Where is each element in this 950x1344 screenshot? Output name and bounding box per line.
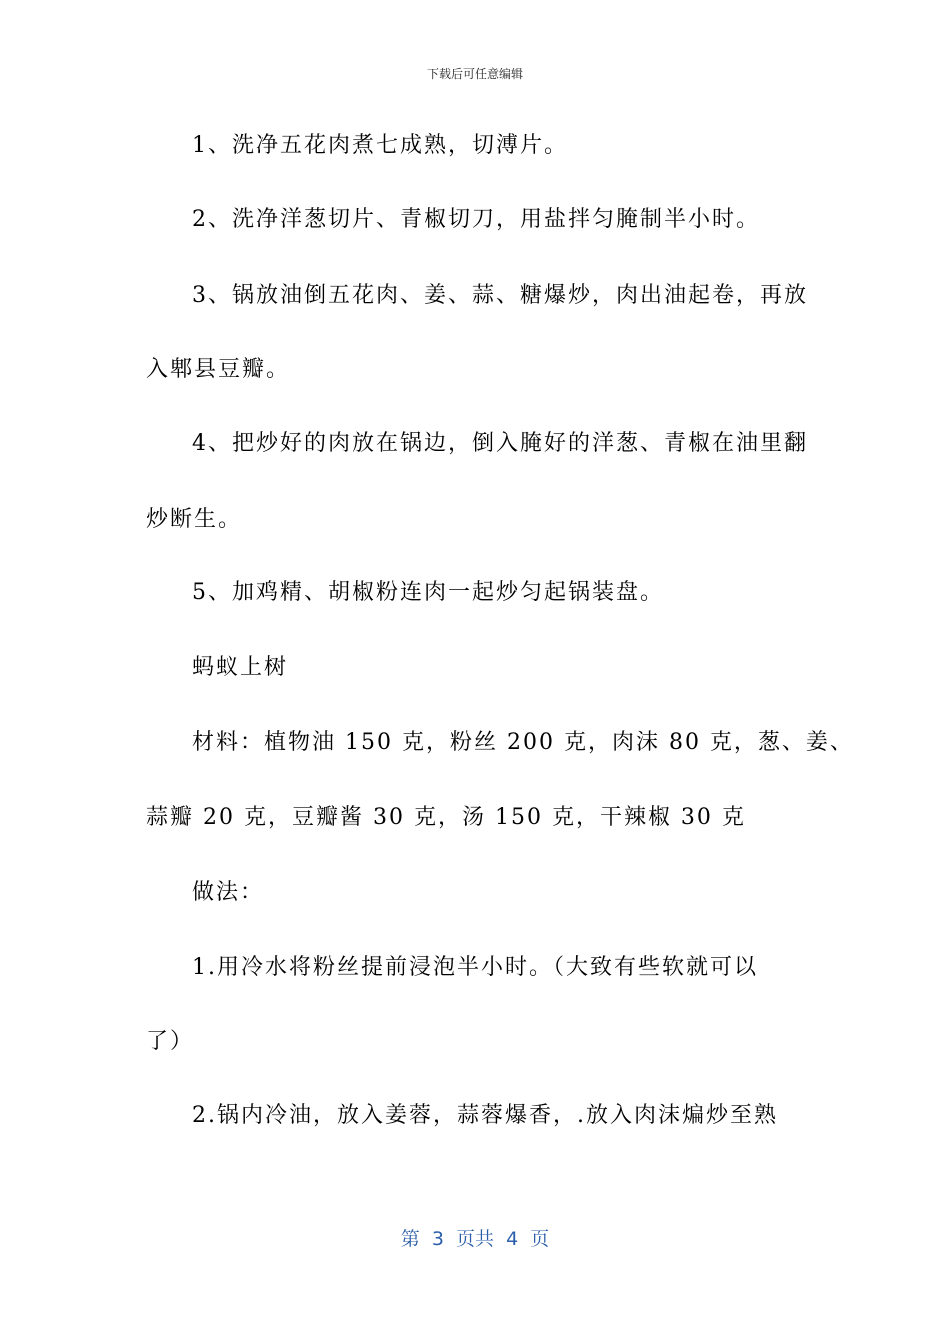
method-step-1: 1.用冷水将粉丝提前浸泡半小时。（大致有些软就可以 [192, 955, 758, 980]
paragraph-step-4: 4、把炒好的肉放在锅边，倒入腌好的洋葱、青椒在油里翻 [192, 431, 808, 456]
page-number-footer: 第 3 页共 4 页 [400, 1228, 550, 1250]
paragraph-step-3: 3、锅放油倒五花肉、姜、蒜、糖爆炒，肉出油起卷，再放 [192, 283, 808, 308]
ingredients-line: 材料：植物油 150 克，粉丝 200 克，肉沫 80 克，葱、姜、 [192, 730, 854, 755]
recipe-title: 蚂蚁上树 [192, 655, 289, 680]
paragraph-step-5: 5、加鸡精、胡椒粉连肉一起炒匀起锅装盘。 [192, 580, 664, 605]
paragraph-step-4-continued: 炒断生。 [146, 507, 243, 532]
ingredients-line-continued: 蒜瓣 20 克，豆瓣酱 30 克，汤 150 克，干辣椒 30 克 [146, 805, 746, 830]
paragraph-step-2: 2、洗净洋葱切片、青椒切刀，用盐拌匀腌制半小时。 [192, 207, 760, 232]
method-step-2: 2.锅内冷油，放入姜蓉，蒜蓉爆香，.放入肉沫煸炒至熟 [192, 1103, 778, 1128]
paragraph-step-1: 1、洗净五花肉煮七成熟，切溥片。 [192, 133, 568, 158]
method-step-1-continued: 了） [146, 1029, 195, 1054]
paragraph-step-3-continued: 入郫县豆瓣。 [146, 357, 291, 382]
page-header: 下载后可任意编辑 [426, 67, 523, 81]
method-heading: 做法： [192, 880, 265, 905]
